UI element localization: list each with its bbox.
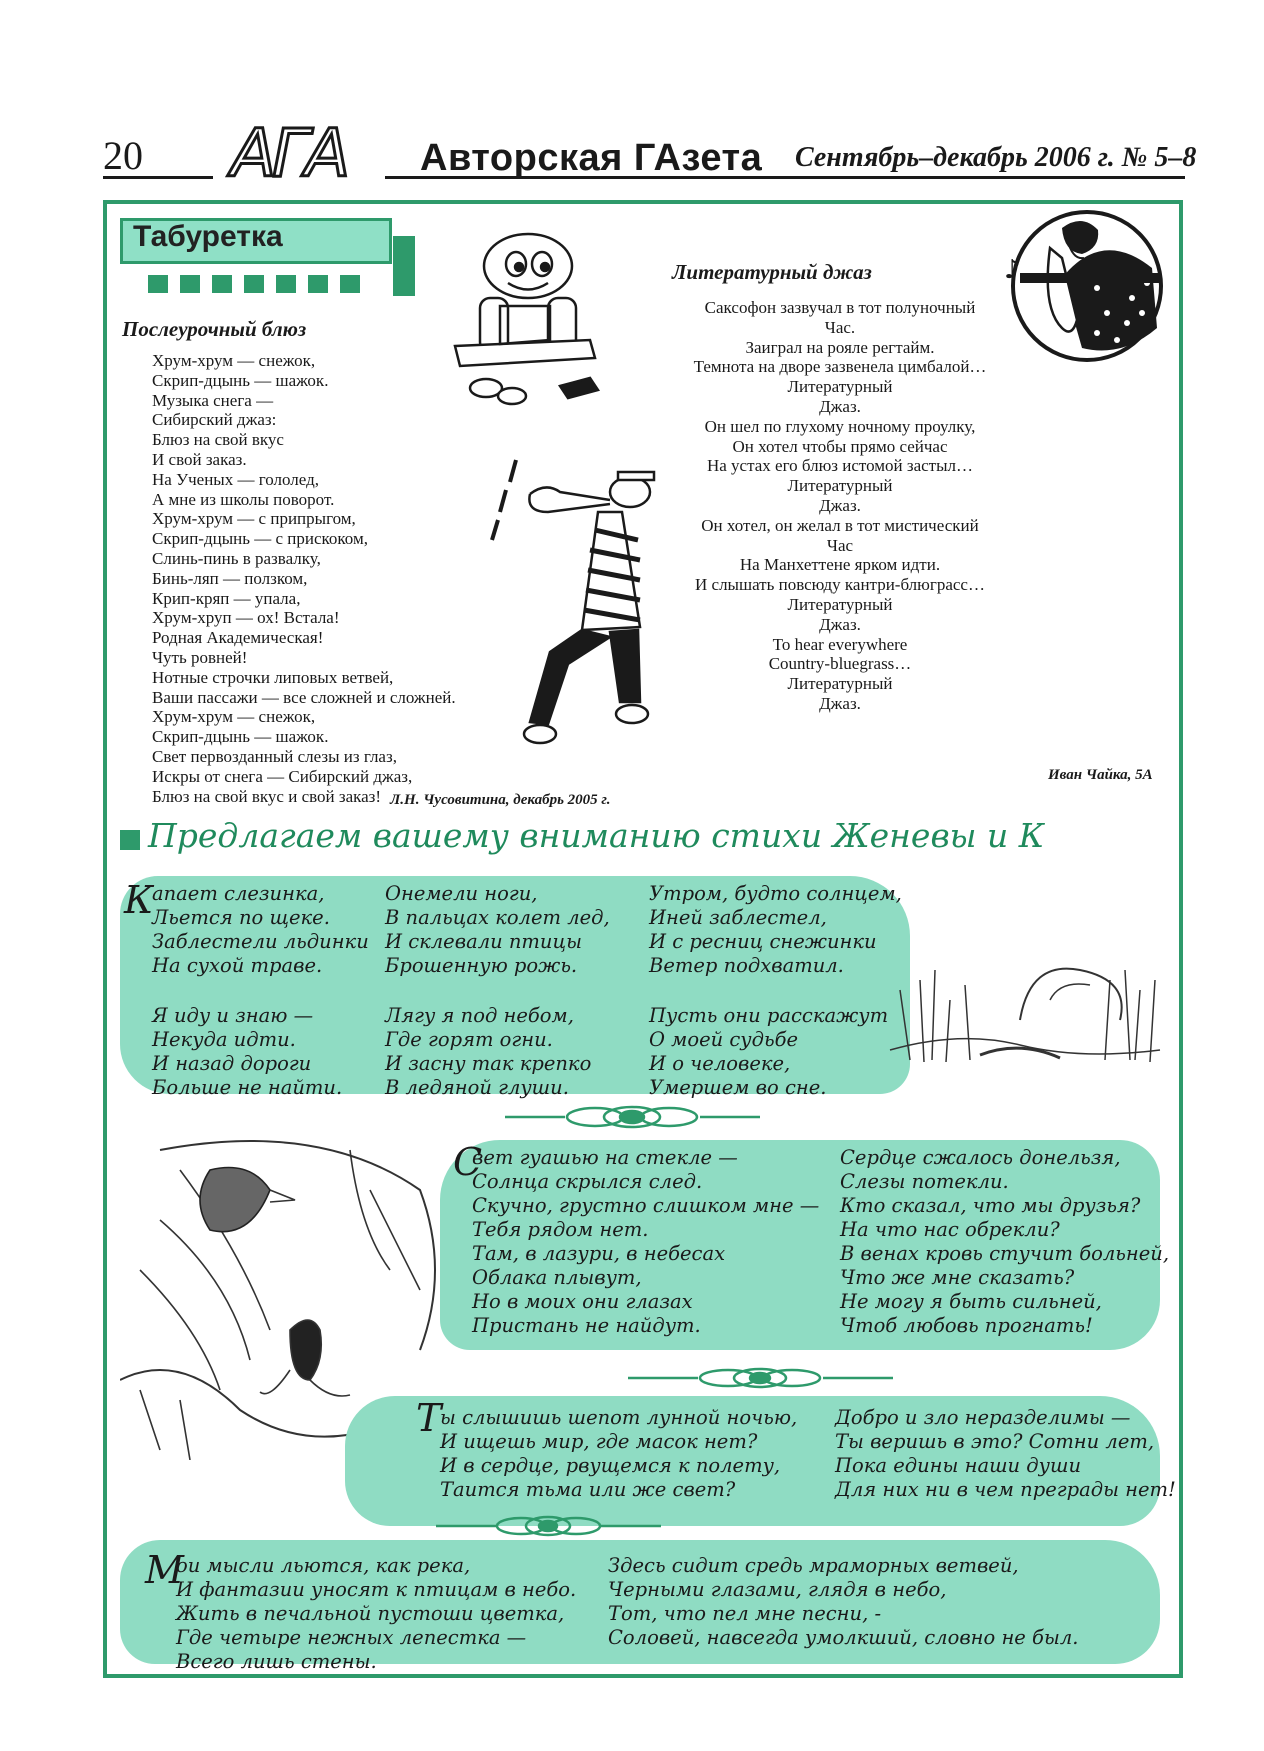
poem-line: И склевали птицы (385, 930, 582, 953)
tab-square (180, 275, 200, 293)
poem-line: Искры от снега — Сибирский джаз, (152, 766, 413, 786)
poem-line: Я иду и знаю — (152, 1004, 314, 1027)
poem-line: Хрум-хруп — ох! Встала! (152, 608, 340, 628)
poem-line: Хрум-хрум — снежок, (152, 707, 316, 727)
poem-line: И ищешь мир, где масок нет? (440, 1430, 758, 1453)
poem-line: Здесь сидит средь мраморных ветвей, (608, 1554, 1019, 1577)
tab-square (244, 275, 264, 293)
poem-line: Но в моих они глазах (472, 1290, 693, 1313)
poem-line: Таится тьма или же свет? (440, 1478, 736, 1501)
trumpet-player-illustration (490, 452, 670, 747)
issue-info: Сентябрь–декабрь 2006 г. № 5–8 (795, 142, 1197, 173)
poem1-col1-stanza1 (152, 882, 369, 978)
poem-line: Где четыре нежных лепестка — (176, 1626, 527, 1649)
poem2-drop-cap: С (453, 1140, 483, 1184)
poem-line: Пристань не найдут. (472, 1314, 701, 1337)
poem-line: Нотные строчки липовых ветвей, (152, 667, 394, 687)
poem-line: Кто сказал, что мы друзья? (840, 1194, 1141, 1217)
poem-line: Для них ни в чем преграды нет! (835, 1478, 1176, 1501)
poem-line: вет гуашью на стекле — (472, 1146, 738, 1169)
poem-line: Всего лишь стены. (176, 1650, 377, 1673)
poem-line: Скучно, грустно слишком мне — (472, 1194, 820, 1217)
poem-line: Скрип-дцынь — шажок. (152, 727, 329, 747)
poem-line: О моей судьбе (649, 1028, 799, 1051)
poem-line: Джаз. (819, 495, 861, 515)
poem-line: Хрум-хрум — с припрыгом, (152, 509, 356, 529)
poem-line: Темнота на дворе зазвенела цимбалой… (693, 357, 987, 377)
newspaper-logo (225, 112, 395, 190)
poem-line: ои мысли льются, как река, (176, 1554, 471, 1577)
poem-line: В ледяной глуши. (385, 1076, 569, 1099)
poem-line: И о человеке, (649, 1052, 791, 1075)
poem-line: Сибирский джаз: (152, 410, 277, 430)
poem1-drop-cap: К (124, 878, 154, 922)
poem-line: И фантазии уносят к птицам в небо. (176, 1578, 577, 1601)
poem-line: На сухой траве. (152, 954, 323, 977)
poem-line: Хрум-хрум — снежок, (152, 351, 316, 370)
poem-line: И слышать повсюду кантри-блюграсс… (695, 575, 985, 595)
poem-line: Блюз на свой вкус (152, 430, 284, 450)
ornament-divider (436, 1514, 661, 1538)
poem-line: Джаз. (819, 614, 861, 634)
poem-line: Слинь-пинь в развалку, (152, 548, 321, 568)
poem1-col3-stanza2 (649, 1004, 888, 1100)
poem-line: Джаз. (819, 396, 861, 416)
tab-square (308, 275, 328, 293)
poem-line: To hear everywhere (772, 634, 908, 654)
poem-line: Он хотел, он желал в тот мистический (701, 515, 979, 535)
poem-line: Час. (824, 317, 856, 337)
poem-line: Скрип-дцынь — с прискоком, (152, 529, 368, 549)
poem-line: Крип-кряп — упала, (152, 588, 301, 608)
poem-line: На устах его блюз истомой застыл… (706, 456, 974, 476)
poem-line: Литературный (787, 674, 893, 694)
section2-bullet (120, 830, 140, 850)
poem-jazz-title: Литературный джаз (672, 260, 872, 284)
poem-line: Пусть они расскажут (649, 1004, 889, 1027)
poem-line: Облака плывут, (472, 1266, 642, 1289)
poem4-col1 (176, 1554, 576, 1674)
poem-line: Добро и зло неразделимы — (835, 1406, 1131, 1429)
poem-line: Некуда идти. (152, 1028, 296, 1051)
poem-line: Заиграл на рояле регтайм. (745, 337, 935, 357)
poem-line: Саксофон зазвучал в тот полуночный (704, 298, 976, 317)
poem-line: В пальцах колет лед, (385, 906, 610, 929)
poem-line: И в сердце, рвущемся к полету, (440, 1454, 781, 1477)
poem-line: ы слышишь шепот лунной ночью, (440, 1406, 798, 1429)
poem-line: Ваши пассажи — все сложней и сложней. (152, 687, 456, 707)
poem-line: Литературный (787, 476, 893, 496)
poem-line: Литературный (787, 594, 893, 614)
poem-jazz-author: Иван Чайка, 5А (1048, 767, 1153, 783)
poem-line: Больше не найти. (152, 1076, 343, 1099)
poem2-col1 (472, 1146, 819, 1338)
winter-reeds-illustration (880, 950, 1165, 1080)
poem-line: Литературный (787, 377, 893, 397)
svg-text:♪: ♪ (1004, 255, 1021, 285)
poem-line: Он хотел чтобы прямо сейчас (732, 436, 948, 456)
poem-line: И с ресниц снежинки (649, 930, 877, 953)
poem4-col2 (608, 1554, 1078, 1650)
poem-line: Джаз. (819, 693, 861, 713)
poem-line: Солнца скрылся след. (472, 1170, 703, 1193)
poem-line: Сердце сжалось донельзя, (840, 1146, 1121, 1169)
page-number: 20 (103, 133, 143, 178)
poem-line: Час (826, 535, 854, 555)
poem-line: Свет первозданный слезы из глаз, (152, 746, 397, 766)
poem-line: Блюз на свой вкус и свой заказ! (152, 786, 382, 806)
poem-blues-title: Послеурочный блюз (122, 317, 307, 341)
poem-line: Тот, что пел мне песни, - (608, 1602, 882, 1625)
poem-line: На Ученых — гололед, (152, 469, 320, 489)
poem-line: Скрип-дцынь — шажок. (152, 370, 329, 390)
poem-line: Где горят огни. (385, 1028, 553, 1051)
poem-line: Ты веришь в это? Сотни лет, (835, 1430, 1155, 1453)
tab-square (340, 275, 360, 293)
poem4-drop-cap: М (145, 1548, 184, 1592)
poem-line: Родная Академическая! (152, 628, 324, 648)
poem1-col2-stanza2 (385, 1004, 591, 1100)
logo-text: АГА (231, 115, 347, 190)
poem-blues-author: Л.Н. Чусовитина, декабрь 2005 г. (390, 792, 611, 808)
poem-line: И засну так крепко (385, 1052, 592, 1075)
poem-line: Иней заблестел, (649, 906, 827, 929)
poem-line: Льется по щеке. (152, 906, 330, 929)
poem-line: Тебя рядом нет. (472, 1218, 649, 1241)
saxophonist-illustration (1002, 208, 1167, 368)
poem-blues-body (152, 351, 456, 806)
poem-line: Слезы потекли. (840, 1170, 1009, 1193)
tab-square (212, 275, 232, 293)
poem-line: Там, в лазури, в небесах (472, 1242, 726, 1265)
poem-line: Ветер подхватил. (649, 954, 844, 977)
poem-line: Умершем во сне. (649, 1076, 827, 1099)
stool-character-illustration (450, 228, 600, 408)
section2-title: Предлагаем вашему вниманию стихи Женевы и К (148, 816, 1045, 855)
section-tab-side (393, 236, 415, 296)
poem-line: Пока едины наши души (835, 1454, 1081, 1477)
poem3-col2 (835, 1406, 1176, 1502)
poem-line: На Манхеттене ярком идти. (739, 555, 941, 575)
poem-line: Не могу я быть сильней, (840, 1290, 1102, 1313)
poem-line: И назад дороги (152, 1052, 312, 1075)
tab-square (148, 275, 168, 293)
poem-line: Лягу я под небом, (385, 1004, 574, 1027)
poem-line: Чуть ровней! (152, 647, 248, 667)
poem1-col2-stanza1 (385, 882, 610, 978)
poem-line: апает слезинка, (152, 882, 325, 905)
poem3-col1 (440, 1406, 797, 1502)
poem-line: Он шел по глухому ночному проулку, (704, 416, 976, 436)
poem3-drop-cap: Т (416, 1396, 442, 1440)
newspaper-name: Авторская ГАзета (420, 137, 763, 179)
poem-line: В венах кровь стучит больней, (840, 1242, 1170, 1265)
poem-line: Брошенную рожь. (385, 954, 578, 977)
poem-line: Утром, будто солнцем, (649, 882, 902, 905)
poem-line: Бинь-ляп — ползком, (152, 568, 308, 588)
poem-line: Черными глазами, глядя в небо, (608, 1578, 947, 1601)
poem1-col3-stanza1 (649, 882, 902, 978)
section-tab-label: Табуретка (133, 220, 283, 253)
poem-line: Онемели ноги, (385, 882, 538, 905)
ornament-divider (505, 1104, 760, 1130)
poem-line: На что нас обрекли? (840, 1218, 1060, 1241)
poem-line: А мне из школы поворот. (152, 489, 335, 509)
poem-line: И свой заказ. (152, 449, 247, 469)
poem-line: Country-bluegrass… (768, 654, 912, 674)
poem-line: Соловей, навсегда умолкший, словно не был. (608, 1626, 1079, 1649)
poem-line: Что же мне сказать? (840, 1266, 1075, 1289)
poem-line: Жить в печальной пустоши цветка, (176, 1602, 565, 1625)
poem-line: Чтоб любовь прогнать! (840, 1314, 1093, 1337)
poem-jazz-body (660, 298, 1020, 714)
tab-square (276, 275, 296, 293)
poem-line: Заблестели льдинки (152, 930, 369, 953)
poem1-col1-stanza2 (152, 1004, 342, 1100)
poem-line: Музыка снега — (152, 390, 274, 410)
poem2-col2 (840, 1146, 1169, 1338)
ornament-divider (628, 1366, 893, 1390)
